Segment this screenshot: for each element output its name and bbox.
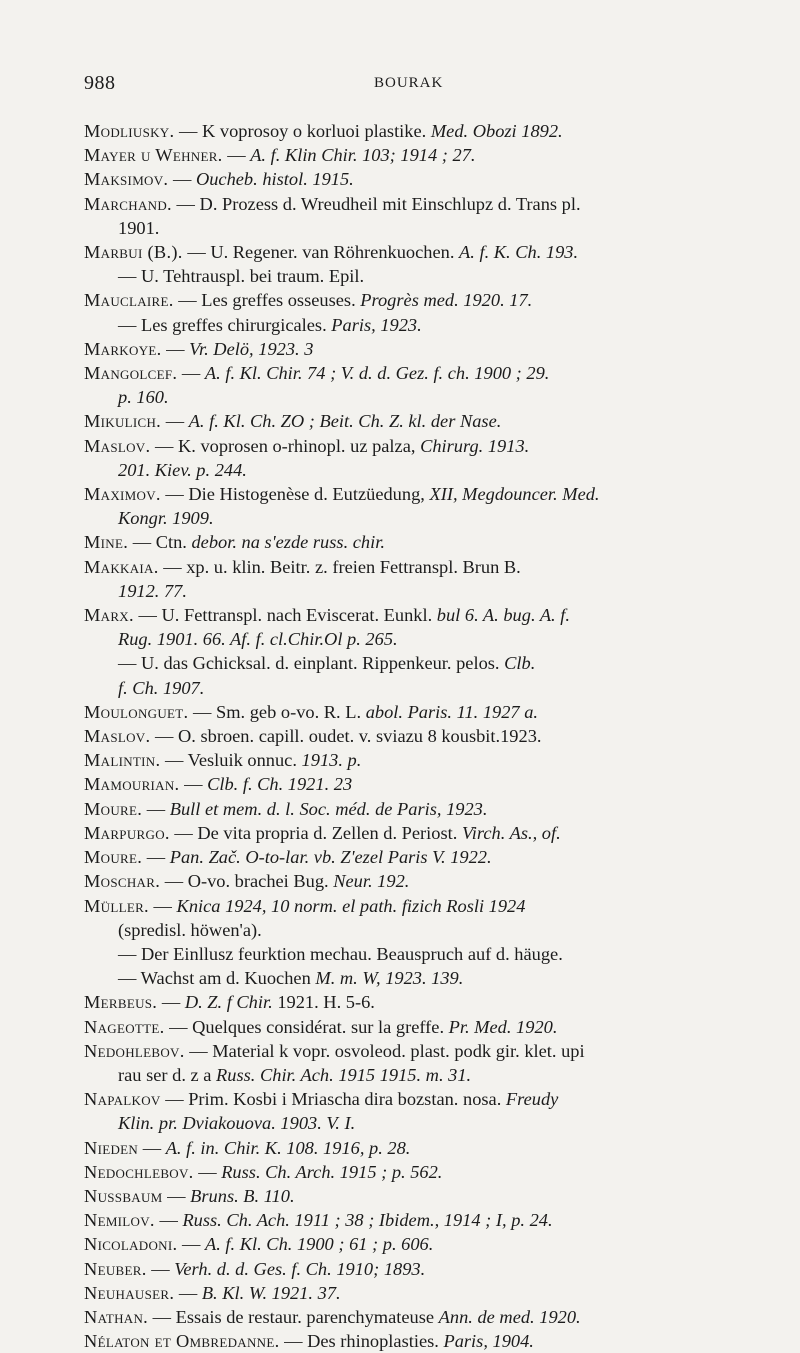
citation-text: — O. sbroen. capill. oudet. v. sviazu 8 kousbit.1923. xyxy=(155,726,542,747)
citation-text: — xyxy=(181,363,205,384)
bibliography-line xyxy=(84,1039,764,1063)
author-name: Nemilov. xyxy=(84,1210,155,1231)
bibliography-line xyxy=(84,942,764,966)
page-header xyxy=(0,72,800,96)
citation-text: — xyxy=(151,1258,175,1279)
citation-text: — xyxy=(159,1210,183,1231)
citation-source: Chirurg. 1913. xyxy=(420,435,530,456)
author-name: Moure. xyxy=(84,847,143,868)
citation-text: — Quelques considérat. sur la greffe. xyxy=(169,1016,449,1037)
bibliography-line xyxy=(84,1087,764,1111)
bibliography-line xyxy=(84,772,764,796)
bibliography-line xyxy=(84,603,764,627)
citation-source: Med. Obozi 1892. xyxy=(430,121,563,141)
author-name: Nathan. xyxy=(84,1306,149,1327)
citation-text: — De vita propria d. Zellen d. Periost. xyxy=(174,822,462,843)
bibliography-line xyxy=(84,240,764,264)
author-name: Mamourian. xyxy=(84,774,180,795)
author-name: Nedohlebov. xyxy=(84,1040,185,1061)
citation-text: — Des rhinoplasties. xyxy=(284,1331,444,1352)
citation-text: — Prim. Kosbi i Mriascha dira bozstan. nosa. xyxy=(165,1089,506,1110)
citation-source: debor. na s'ezde russ. chir. xyxy=(191,532,385,553)
citation-text: — Vesluik onnuc. xyxy=(164,750,302,771)
author-name: Moschar. xyxy=(84,871,161,892)
citation-source: 1912. 77. xyxy=(118,580,187,601)
citation-source: A. f. K. Ch. 193. xyxy=(459,242,579,263)
citation-source: A. f. Kl. Ch. ZO ; Beit. Ch. Z. kl. der Nase. xyxy=(188,411,502,432)
citation-text: — xyxy=(146,847,170,868)
citation-text: — xyxy=(172,169,196,190)
author-name: Müller. xyxy=(84,895,149,916)
bibliography-line xyxy=(84,361,764,385)
bibliography-line xyxy=(84,409,764,433)
citation-source: p. 160. xyxy=(118,387,169,408)
citation-text: — xyxy=(227,145,251,166)
citation-source: Clb. xyxy=(504,653,536,674)
citation-source: Oucheb. histol. 1915. xyxy=(195,169,354,190)
author-name: Maslov. xyxy=(84,435,151,456)
citation-source: A. f. Klin Chir. 103; 1914 ; 27. xyxy=(250,145,476,166)
bibliography-line xyxy=(84,700,764,724)
citation-source: Pan. Zač. O-to-lar. vb. Z'ezel Paris V. 1922. xyxy=(169,847,492,868)
citation-text: — xyxy=(165,411,189,432)
author-name: Nageotte. xyxy=(84,1016,165,1037)
author-name: Mikulich. xyxy=(84,411,162,432)
bibliography-line xyxy=(84,119,764,143)
bibliography-line xyxy=(84,1257,764,1281)
author-name: Mauclaire. xyxy=(84,290,174,311)
citation-source: Russ. Ch. Ach. 1911 ; 38 ; Ibidem., 1914 ; I, p. 24. xyxy=(182,1210,553,1231)
bibliography-line xyxy=(84,506,764,530)
citation-source: Knica 1924, 10 norm. el path. fizich Rosli 1924 xyxy=(176,895,526,916)
citation-text: — O-vo. brachei Bug. xyxy=(164,871,334,892)
author-name: Maslov. xyxy=(84,726,151,747)
bibliography-line xyxy=(84,385,764,409)
bibliography-line xyxy=(84,337,764,361)
citation-text: — U. Regener. van Röhrenkuochen. xyxy=(187,242,460,263)
bibliography-line xyxy=(84,1063,764,1087)
citation-text: — Les greffes chirurgicales. xyxy=(118,314,332,335)
bibliography-line xyxy=(84,1160,764,1184)
citation-source: f. Ch. 1907. xyxy=(118,677,205,698)
bibliography-line xyxy=(84,1111,764,1135)
bibliography-line xyxy=(84,530,764,554)
bibliography-line xyxy=(84,458,764,482)
author-name: Moulonguet. xyxy=(84,701,189,722)
citation-text: — xp. u. klin. Beitr. z. freien Fettranspl. Brun B. xyxy=(163,556,521,577)
citation-text: — Les greffes osseuses. xyxy=(178,290,361,311)
citation-source: Russ. Chir. Ach. 1915 1915. m. 31. xyxy=(216,1064,472,1085)
author-name: Mangolcef. xyxy=(84,363,178,384)
bibliography-line xyxy=(84,313,764,337)
author-name: Markoye. xyxy=(84,338,162,359)
citation-text: — xyxy=(178,1282,202,1303)
bibliography-line xyxy=(84,1232,764,1256)
author-name: Nedochlebov. xyxy=(84,1161,194,1182)
bibliography-line xyxy=(84,167,764,191)
bibliography-line xyxy=(84,1136,764,1160)
author-name: Neuhauser. xyxy=(84,1282,175,1303)
citation-source: bul 6. A. bug. A. f. xyxy=(436,605,570,626)
citation-source: Paris, 1923. xyxy=(331,314,422,335)
author-name: Merbeus. xyxy=(84,992,158,1013)
bibliography-line xyxy=(84,918,764,942)
bibliography-line xyxy=(84,627,764,651)
bibliography-line xyxy=(84,748,764,772)
citation-source: M. m. W, 1923. 139. xyxy=(315,968,464,989)
citation-source: B. Kl. W. 1921. 37. xyxy=(201,1282,341,1303)
bibliography-line xyxy=(84,264,764,288)
author-name: Maximov. xyxy=(84,484,161,505)
author-name: Neuber. xyxy=(84,1258,147,1279)
author-name: Napalkov xyxy=(84,1089,161,1110)
citation-text: (spredisl. höwen'a). xyxy=(118,919,262,940)
citation-text: — xyxy=(182,1234,205,1255)
author-name: Nélaton et Ombredanne. xyxy=(84,1331,280,1352)
author-name: Mine. xyxy=(84,532,129,553)
citation-source: Klin. pr. Dviakouova. 1903. V. I. xyxy=(118,1113,356,1134)
author-name: Modliusky. xyxy=(84,121,175,141)
bibliography-line xyxy=(84,1184,764,1208)
citation-source: A. f. in. Chir. K. 108. 1916, p. 28. xyxy=(165,1137,411,1158)
citation-text: — Sm. geb o-vo. R. L. xyxy=(193,701,366,722)
citation-text: — U. Fettranspl. nach Eviscerat. Eunkl. xyxy=(138,605,437,626)
bibliography-line xyxy=(84,894,764,918)
citation-text: — K. voprosen o-rhinopl. uz palza, xyxy=(155,435,421,456)
bibliography-line xyxy=(84,1208,764,1232)
bibliography-line xyxy=(84,1015,764,1039)
citation-text: — Die Histogenèse d. Eutzüedung, xyxy=(165,484,430,505)
citation-text: — Wachst am d. Kuochen xyxy=(118,968,316,989)
citation-text: 1921. H. 5-6. xyxy=(277,992,375,1013)
citation-text: 1901. xyxy=(118,217,160,238)
bibliography-line xyxy=(84,579,764,603)
citation-text: — xyxy=(146,798,170,819)
citation-source: A. f. Kl. Ch. 1900 ; 61 ; p. 606. xyxy=(205,1234,434,1255)
citation-source: Rug. 1901. 66. Af. f. cl.Chir.Ol p. 265. xyxy=(118,629,398,650)
page-number: 988 xyxy=(84,72,116,94)
citation-source: Bull et mem. d. l. Soc. méd. de Paris, 1923. xyxy=(169,798,488,819)
bibliography-line xyxy=(84,797,764,821)
citation-text: — xyxy=(166,338,190,359)
bibliography-line xyxy=(84,845,764,869)
bibliography-line xyxy=(84,651,764,675)
citation-text: — xyxy=(167,1185,191,1206)
citation-text: rau ser d. z a xyxy=(118,1064,217,1085)
citation-source: Bruns. B. 110. xyxy=(190,1185,295,1206)
bibliography-line xyxy=(84,990,764,1014)
running-head: BOURAK xyxy=(374,75,444,91)
bibliography-line xyxy=(84,724,764,748)
bibliography-line xyxy=(84,143,764,167)
bibliography-line xyxy=(84,1329,764,1353)
bibliography-line xyxy=(84,966,764,990)
citation-text: — Essais de restaur. parenchymateuse xyxy=(152,1306,439,1327)
citation-text: — U. das Gchicksal. d. einplant. Rippenkeur. pelos. xyxy=(118,653,505,674)
citation-text: — xyxy=(184,774,208,795)
author-name: Makkaia. xyxy=(84,556,159,577)
author-name: Marx. xyxy=(84,605,134,626)
author-name: Marbui (B.). xyxy=(84,242,183,263)
author-name: Marchand. xyxy=(84,193,172,214)
citation-source: Verh. d. d. Ges. f. Ch. 1910; 1893. xyxy=(174,1258,426,1279)
citation-source: Vr. Delö, 1923. 3 xyxy=(189,338,314,359)
bibliography-line xyxy=(84,288,764,312)
bibliography-line xyxy=(84,1305,764,1329)
citation-text: — xyxy=(198,1161,222,1182)
citation-source: Ann. de med. 1920. xyxy=(438,1306,581,1327)
citation-text: — xyxy=(161,992,185,1013)
citation-text: — xyxy=(153,895,177,916)
citation-source: D. Z. f Chir. xyxy=(184,992,278,1013)
citation-text: — U. Tehtrauspl. bei traum. Epil. xyxy=(118,266,365,287)
citation-text: — Der Einllusz feurktion mechau. Beauspruch auf d. häuge. xyxy=(118,943,563,964)
citation-text: — D. Prozess d. Wreudheil mit Einschlupz d. Trans pl. xyxy=(176,193,581,214)
author-name: Maksimov. xyxy=(84,169,169,190)
citation-source: Progrès med. 1920. 17. xyxy=(360,290,533,311)
bibliography-line xyxy=(84,192,764,216)
citation-text: — Ctn. xyxy=(132,532,192,553)
author-name: Nieden xyxy=(84,1137,139,1158)
bibliography-line xyxy=(84,1281,764,1305)
author-name: Mayer u Wehner. xyxy=(84,145,223,166)
citation-source: 201. Kiev. p. 244. xyxy=(118,459,247,480)
bibliography-line xyxy=(84,482,764,506)
citation-source: A. f. Kl. Chir. 74 ; V. d. d. Gez. f. ch. 1900 ; 29. xyxy=(204,363,550,384)
author-name: Marpurgo. xyxy=(84,822,170,843)
bibliography-line xyxy=(84,555,764,579)
citation-source: XII, Megdouncer. Med. xyxy=(429,484,600,505)
bibliography-list xyxy=(84,119,764,1353)
bibliography-line xyxy=(84,216,764,240)
citation-source: Russ. Ch. Arch. 1915 ; p. 562. xyxy=(221,1161,443,1182)
author-name: Nussbaum xyxy=(84,1185,163,1206)
author-name: Malintin. xyxy=(84,750,161,771)
citation-text: — xyxy=(142,1137,166,1158)
citation-source: Neur. 192. xyxy=(333,871,410,892)
citation-source: Virch. As., of. xyxy=(461,822,561,843)
bibliography-line xyxy=(84,869,764,893)
citation-text: — Material k vopr. osvoleod. plast. podk gir. klet. upi xyxy=(189,1040,585,1061)
citation-source: abol. Paris. 11. 1927 a. xyxy=(365,701,539,722)
citation-source: 1913. p. xyxy=(301,750,362,771)
bibliography-line xyxy=(84,676,764,700)
citation-source: Clb. f. Ch. 1921. 23 xyxy=(207,774,353,795)
citation-text: — K voprosoy o korluoi plastike. xyxy=(179,121,431,141)
bibliography-line xyxy=(84,434,764,458)
citation-source: Freudy xyxy=(505,1089,559,1110)
citation-source: Paris, 1904. xyxy=(443,1331,534,1352)
author-name: Moure. xyxy=(84,798,143,819)
citation-source: Kongr. 1909. xyxy=(118,508,214,529)
citation-source: Pr. Med. 1920. xyxy=(448,1016,558,1037)
author-name: Nicoladoni. xyxy=(84,1234,178,1255)
bibliography-line xyxy=(84,821,764,845)
